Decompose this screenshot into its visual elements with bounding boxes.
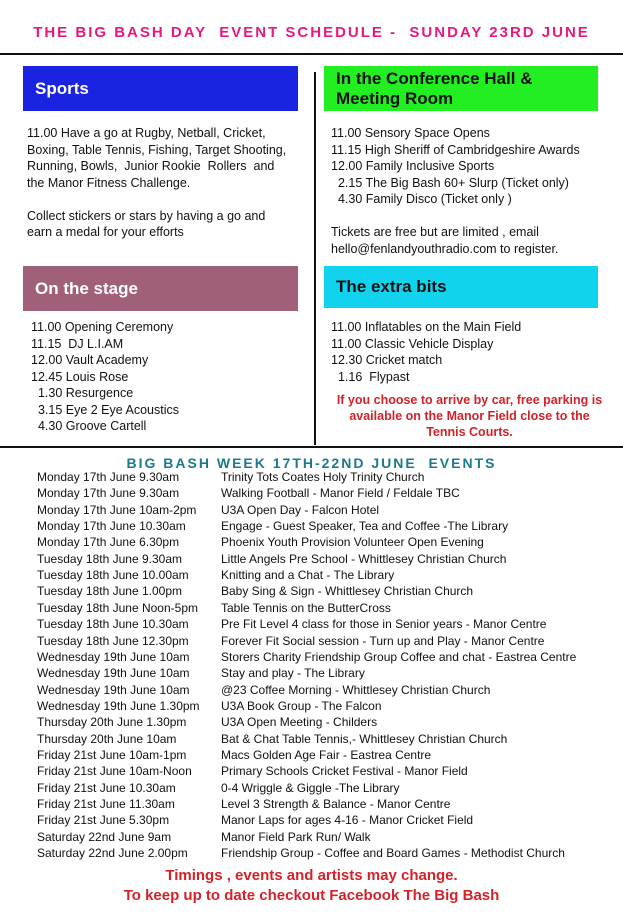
extras-heading: The extra bits	[336, 277, 447, 296]
stage-text: 11.00 Opening Ceremony 11.15 DJ L.I.AM 12.00 Vault Academy 12.45 Louis Rose 1.30 Resurgence 3.15 Eye 2 Eye Acoustics 4.30 Groove Cartell	[31, 320, 179, 433]
event-row	[37, 503, 617, 519]
parking-note: If you choose to arrive by car, free parking is available on the Manor Field close to the Tennis Courts.	[336, 393, 603, 439]
event-activity: Knitting and a Chat - The Library	[221, 568, 395, 583]
event-date: Tuesday 18th June Noon-5pm	[37, 600, 198, 615]
event-row	[37, 552, 617, 568]
event-row	[37, 846, 617, 862]
conference-text: 11.00 Sensory Space Opens 11.15 High Sheriff of Cambridgeshire Awards 12.00 Family Inclusive Sports 2.15 The Big Bash 60+ Slurp (Ticket only) 4.30 Family Disco (Ticket only ) Tickets are free but are limited , email hello@fenlandyouthradio.com to register.	[331, 126, 580, 256]
header-divider	[0, 53, 623, 55]
event-activity: Pre Fit Level 4 class for those in Senior years - Manor Centre	[221, 617, 547, 632]
event-activity: Forever Fit Social session - Turn up and Play - Manor Centre	[221, 633, 545, 648]
event-row	[37, 666, 617, 682]
event-activity: Phoenix Youth Provision Volunteer Open Evening	[221, 535, 484, 550]
extras-heading-box	[324, 266, 598, 308]
event-activity: 0-4 Wriggle & Giggle -The Library	[221, 780, 400, 795]
event-row	[37, 797, 617, 813]
section-divider	[0, 446, 623, 448]
event-row	[37, 748, 617, 764]
event-date: Friday 21st June 5.30pm	[37, 813, 170, 828]
event-row	[37, 568, 617, 584]
column-divider	[314, 72, 316, 445]
event-activity: Trinity Tots Coates Holy Trinity Church	[221, 470, 425, 484]
event-activity: Table Tennis on the ButterCross	[221, 600, 391, 615]
extras-text: 11.00 Inflatables on the Main Field 11.00 Classic Vehicle Display 12.30 Cricket match 1.16 Flypast	[331, 320, 522, 384]
event-date: Monday 17th June 9.30am	[37, 470, 180, 484]
event-row	[37, 699, 617, 715]
event-date: Wednesday 19th June 10am	[37, 666, 190, 681]
event-row	[37, 683, 617, 699]
event-row	[37, 519, 617, 535]
event-row	[37, 764, 617, 780]
event-date: Wednesday 19th June 1.30pm	[37, 698, 200, 713]
event-activity: Bat & Chat Table Tennis,- Whittlesey Christian Church	[221, 731, 508, 746]
event-date: Friday 21st June 10am-Noon	[37, 764, 192, 779]
conference-heading-box	[324, 66, 598, 111]
event-date: Friday 21st June 11.30am	[37, 797, 175, 811]
event-activity: U3A Book Group - The Falcon	[221, 698, 382, 713]
event-date: Monday 17th June 6.30pm	[37, 535, 180, 550]
event-activity: Level 3 Strength & Balance - Manor Centre	[221, 797, 451, 811]
event-activity: Walking Football - Manor Field / Feldale TBC	[221, 486, 460, 501]
sports-heading-box	[23, 66, 298, 111]
event-row	[37, 813, 617, 829]
event-activity: U3A Open Day - Falcon Hotel	[221, 502, 380, 517]
event-activity: Friendship Group - Coffee and Board Games - Methodist Church	[221, 846, 565, 861]
event-date: Saturday 22nd June 9am	[37, 829, 172, 844]
event-date: Wednesday 19th June 10am	[37, 682, 190, 697]
event-activity: Manor Field Park Run/ Walk	[221, 829, 371, 844]
footer-line-1: Timings , events and artists may change.	[165, 867, 458, 884]
event-row	[37, 601, 617, 617]
event-activity: Stay and play - The Library	[221, 666, 365, 681]
event-activity: Engage - Guest Speaker, Tea and Coffee -The Library	[221, 519, 509, 534]
event-date: Friday 21st June 10.30am	[37, 780, 176, 795]
event-date: Tuesday 18th June 1.00pm	[37, 584, 182, 599]
conference-heading: In the Conference Hall & Meeting Room	[336, 68, 533, 108]
event-date: Tuesday 18th June 12.30pm	[37, 633, 189, 648]
event-date: Tuesday 18th June 9.30am	[37, 551, 182, 566]
event-activity: Baby Sing & Sign - Whittlesey Christian Church	[221, 584, 474, 599]
event-row	[37, 732, 617, 748]
event-date: Tuesday 18th June 10.30am	[37, 617, 189, 632]
event-row	[37, 830, 617, 846]
page-title: THE BIG BASH DAY EVENT SCHEDULE - SUNDAY 23RD JUNE	[33, 24, 590, 41]
event-date: Thursday 20th June 1.30pm	[37, 715, 187, 730]
event-row	[37, 634, 617, 650]
stage-heading: On the stage	[35, 278, 138, 298]
event-activity: Manor Laps for ages 4-16 - Manor Cricket Field	[221, 813, 474, 828]
event-activity: Storers Charity Friendship Group Coffee and chat - Eastrea Centre	[221, 649, 577, 664]
event-activity: @23 Coffee Morning - Whittlesey Christian Church	[221, 682, 491, 697]
event-row	[37, 650, 617, 666]
event-date: Monday 17th June 10.30am	[37, 519, 186, 534]
event-date: Tuesday 18th June 10.00am	[37, 568, 189, 583]
footer-line-2: To keep up to date checkout Facebook The Big Bash	[123, 887, 500, 904]
week-title: BIG BASH WEEK 17TH-22ND JUNE EVENTS	[126, 455, 497, 471]
sports-text: 11.00 Have a go at Rugby, Netball, Cricket, Boxing, Table Tennis, Fishing, Target Shooting, Running, Bowls, Junior Rookie Rollers and the Manor Fitness Challenge. Collect stickers or stars by having a go and earn a medal for your efforts	[27, 126, 287, 239]
event-row	[37, 535, 617, 551]
event-row	[37, 617, 617, 633]
event-activity: Little Angels Pre School - Whittlesey Christian Church	[221, 551, 507, 566]
event-row	[37, 470, 617, 486]
event-date: Monday 17th June 9.30am	[37, 486, 180, 501]
event-date: Saturday 22nd June 2.00pm	[37, 846, 188, 861]
event-date: Friday 21st June 10am-1pm	[37, 747, 187, 762]
stage-heading-box	[23, 266, 298, 311]
event-row	[37, 781, 617, 797]
sports-heading: Sports	[35, 78, 89, 98]
event-date: Monday 17th June 10am-2pm	[37, 502, 197, 517]
event-activity: Macs Golden Age Fair - Eastrea Centre	[221, 747, 432, 762]
event-date: Thursday 20th June 10am	[37, 731, 177, 746]
event-activity: Primary Schools Cricket Festival - Manor Field	[221, 764, 468, 779]
event-activity: U3A Open Meeting - Childers	[221, 715, 378, 730]
event-row	[37, 584, 617, 600]
event-date: Wednesday 19th June 10am	[37, 649, 190, 664]
event-row	[37, 715, 617, 731]
event-row	[37, 486, 617, 502]
